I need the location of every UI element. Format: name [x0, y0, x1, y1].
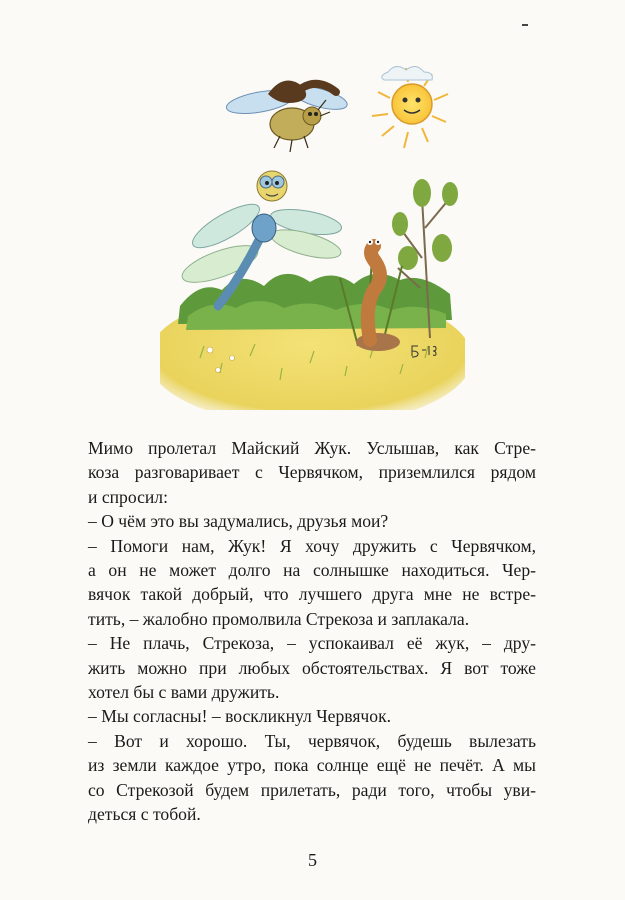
- page-edge-mark: [522, 24, 528, 26]
- page-number: 5: [308, 850, 317, 870]
- text-line: Мимо пролетал Майский Жук. Услышав, как Стре-: [88, 438, 536, 458]
- text-line: вячок такой добрый, что лучшего друга мне не встре-: [88, 584, 536, 605]
- text-line: – Помоги нам, Жук! Я хочу дружить с Червячком,: [88, 535, 536, 556]
- text-line: из земли каждое утро, пока солнце ещё не печёт. А мы: [88, 755, 536, 776]
- text-line: – Мы согласны! – воскликнул Червячок.: [88, 706, 392, 727]
- text-line: а он не может долго на солнышке находиться. Чер-: [88, 560, 536, 581]
- text-line: коза разговаривает с Червячком, приземлился рядом: [88, 462, 536, 483]
- text-line: – Вот и хорошо. Ты, червячок, будешь вылезать: [88, 730, 536, 751]
- text-line: тить, – жалобно промолвила Стрекоза и заплакала.: [88, 608, 470, 629]
- dragonfly-beetle-worm-illustration: [160, 58, 465, 410]
- text-line: – О чём это вы задумались, друзья мои?: [88, 511, 389, 532]
- text-line: со Стрекозой будем прилетать, ради того, чтобы уви-: [88, 779, 536, 800]
- text-line: жить можно при любых обстоятельствах. Я вот тоже: [88, 657, 536, 678]
- text-line: – Не плачь, Стрекоза, – успокаивал её жук, – дру-: [88, 633, 536, 654]
- story-text: [88, 436, 536, 827]
- text-line: хотел бы с вами дружить.: [88, 682, 280, 703]
- text-line: и спросил:: [88, 486, 168, 507]
- text-line: деться с тобой.: [88, 804, 201, 825]
